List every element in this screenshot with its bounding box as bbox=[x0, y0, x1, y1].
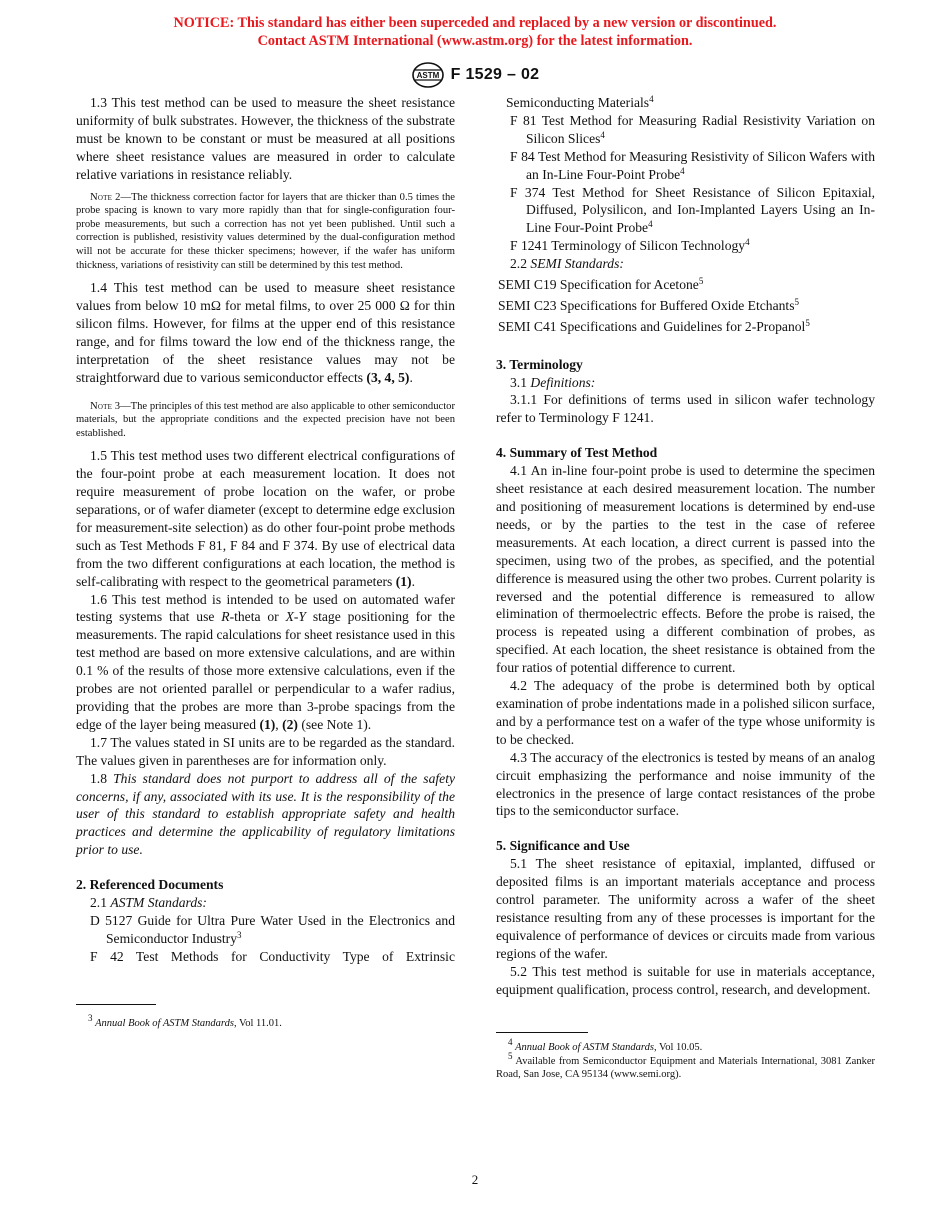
ref-d5127 bbox=[76, 912, 455, 948]
ref-f84-text: F 84 Test Method for Measuring Resistivity of Silicon Wafers with an In-Line Four-Point Probe bbox=[510, 148, 875, 182]
subsection-3-1-num: 3.1 bbox=[510, 374, 531, 390]
para-1-5-text: 1.5 This test method uses two different electrical configurations of the four-point probe at each measurement location. It does not require measurement of probe location on the wafer, or probe separations, or of wafer diameter (except to determine edge exclusion for measurement-site selection) as do other four-point probe methods such as Test Methods F 81, F 84 and F 374. By use of electrical data from the two different configurations at each location, the method is self-calibrating with respect to the geometrical parameters bbox=[76, 448, 455, 589]
page-number: 2 bbox=[471, 1172, 479, 1187]
ref-f1241 bbox=[496, 237, 875, 255]
note-3-label: Note bbox=[90, 400, 113, 412]
ref-f81-text: F 81 Test Method for Measuring Radial Resistivity Variation on Silicon Slices bbox=[510, 112, 875, 146]
document-designation: F 1529 – 02 bbox=[450, 66, 540, 83]
notice-line-1: NOTICE: This standard has either been superceded and replaced by a new version or discontinued. bbox=[173, 15, 777, 31]
footnote-3 bbox=[76, 1012, 455, 1030]
footnote-4-tail: , Vol 10.05. bbox=[653, 1042, 703, 1054]
ref-semi-c23-sup: 5 bbox=[794, 297, 799, 308]
footnote-rule-left bbox=[76, 1004, 156, 1005]
section-3-heading: 3. Terminology bbox=[496, 356, 583, 372]
footnote-4 bbox=[496, 1037, 875, 1054]
ref-semi-c41 bbox=[496, 317, 875, 336]
subsection-2-1-title: ASTM Standards: bbox=[110, 895, 207, 911]
para-1-4: 1.4 This test method can be used to measure sheet resistance values from below 10 mΩ for metal films, to over 25 000 Ω for thin silicon films. However, for films at the upper end of this resistance range, and for films toward the low end of the thickness range, the interpretation of the sheet resistance values may not be straightforward due to various semiconductor effects (3, 4, 5). bbox=[76, 280, 455, 385]
ref-f84-sup: 4 bbox=[680, 165, 685, 176]
section-5-heading: 5. Significance and Use bbox=[496, 838, 630, 854]
para-4-2: 4.2 The adequacy of the probe is determined both by optical examination of probe indentations made in a polished silicon surface, and by a performance test on a wafer of the type whose uniformity is to be checked. bbox=[496, 678, 875, 747]
section-2-heading: 2. Referenced Documents bbox=[76, 877, 224, 893]
note-2-label: Note bbox=[90, 191, 113, 203]
ref-semi-c19-text: SEMI C19 Specification for Acetone bbox=[498, 277, 699, 293]
footnote-5-sup: 5 bbox=[508, 1050, 513, 1061]
para-3-1-1: 3.1.1 For definitions of terms used in silicon wafer technology refer to Terminology F 1241. bbox=[496, 392, 875, 426]
subsection-2-1-num: 2.1 bbox=[90, 895, 111, 911]
para-4-1: 4.1 An in-line four-point probe is used to determine the specimen sheet resistance at each desired measurement location. The number and positioning of measurement locations is determined by end-use needs, or by the parties to the test in the case of referee measurements. At each location, a direct current is passed into the specimen, using two of the probes, as specified, and the potential difference is measured using the other two probes. Current polarity is reversed and the potential difference is remeasured to allow elimination of thermoelectric effects. Before the probe is raised, the process is repeated using a different combination of probes, as specified. At each location, the sheet resistance is obtained from the four ratios of potential difference to current. bbox=[496, 463, 875, 676]
footnote-3-sup: 3 bbox=[88, 1012, 93, 1023]
para-1-7: 1.7 The values stated in SI units are to be regarded as the standard. The values given in parentheses are for information only. bbox=[76, 734, 455, 768]
subsection-2-2-num: 2.2 bbox=[510, 256, 531, 272]
para-1-6-ref2: (2) bbox=[282, 716, 298, 732]
ref-f374-sup: 4 bbox=[648, 219, 653, 230]
ref-f42-cont bbox=[496, 94, 875, 112]
footnote-3-text: Annual Book of ASTM Standards bbox=[95, 1017, 234, 1029]
right-column bbox=[496, 94, 875, 1082]
para-1-6-r: R bbox=[221, 609, 230, 625]
ref-d5127-sup: 3 bbox=[237, 929, 242, 940]
footnote-4-text: Annual Book of ASTM Standards bbox=[515, 1042, 654, 1054]
para-1-4-text: 1.4 This test method can be used to measure sheet resistance values from below 10 mΩ for metal films, to over 25 000 Ω for thin silicon films. However, for films at the upper end of this resistance range, and for films toward the low end of the thickness range, the interpretation of the sheet resistance values may not be straightforward due to various semiconductor effects bbox=[76, 280, 455, 385]
para-1-6-a: 1.6 This test method is intended to be used on automated wafer testing systems that use bbox=[76, 591, 455, 625]
para-1-5: 1.5 This test method uses two different electrical configurations of the four-point probe at each measurement location. It does not require measurement of probe location on the wafer, or probe separations, or of wafer diameter (except to determine edge exclusion for measurement-site selection) as do other four-point probe methods such as Test Methods F 81, F 84 and F 374. By use of electrical data from the two different configurations at each location, the method is self-calibrating with respect to the geometrical parameters (1). bbox=[76, 448, 455, 589]
footnote-5 bbox=[496, 1050, 876, 1082]
note-3 bbox=[76, 400, 455, 441]
ref-f374-text: F 374 Test Method for Sheet Resistance of Silicon Epitaxial, Diffused, Polysilicon, and Ion-Implanted Layers Using an In-Line Four-Point Probe bbox=[510, 184, 875, 236]
footnote-3-tail: , Vol 11.01. bbox=[233, 1017, 282, 1029]
note-3-text: 3—The principles of this test method are also applicable to other semiconductor materials, but the appropriate conditions and the expected precision have not been established. bbox=[76, 400, 455, 439]
subsection-2-1 bbox=[76, 894, 455, 912]
notice-line-2: Contact ASTM International (www.astm.org) for the latest information. bbox=[257, 33, 693, 49]
ref-semi-c23 bbox=[496, 296, 875, 315]
subsection-3-1-title: Definitions: bbox=[530, 374, 596, 390]
ref-f1241-sup: 4 bbox=[745, 237, 750, 248]
ref-semi-c19 bbox=[496, 275, 875, 294]
para-1-8 bbox=[76, 770, 455, 860]
para-1-8-text: This standard does not purport to address all of the safety concerns, if any, associated with its use. It is the responsibility of the user of this standard to establish appropriate safety and health practices and determine the applicability of regulatory limitations prior to use. bbox=[76, 770, 456, 858]
ref-f42: F 42 Test Methods for Conductivity Type of Extrinsic bbox=[90, 948, 455, 964]
logo-text: ASTM bbox=[416, 71, 439, 80]
ref-semi-c23-text: SEMI C23 Specifications for Buffered Oxide Etchants bbox=[498, 298, 795, 314]
ref-f374 bbox=[496, 184, 875, 238]
subsection-3-1 bbox=[496, 374, 875, 392]
astm-logo-icon bbox=[411, 61, 445, 89]
para-1-6: 1.6 This test method is intended to be used on automated wafer testing systems that use R-theta or X-Y stage positioning for the measurements. The rapid calculations for sheet resistance used in this test method are based on more extensive calculations, and are within 0.1 % of the results of those more extensive calculations, even if the probes are not oriented parallel or perpendicular to a wafer radius, providing that the probes are more than 3-probe spacings from the edge of the layer being measured (1), (2) (see Note 1). bbox=[76, 591, 455, 732]
para-1-6-c: stage positioning for the measurements. The rapid calculations for sheet resistance used in this test method are based on more extensive calculations, and are within 0.1 % of the results of those more extensive calculations, even if the probes are not oriented parallel or perpendicular to a wafer radius, providing that the probes are more than 3-probe spacings from the edge of the layer being measured bbox=[76, 609, 455, 732]
ref-d5127-text: D 5127 Guide for Ultra Pure Water Used in the Electronics and Semiconductor Industry bbox=[90, 912, 455, 946]
note-2 bbox=[76, 191, 455, 273]
footnote-4-sup: 4 bbox=[508, 1037, 513, 1048]
para-1-6-d: (see Note 1). bbox=[297, 716, 372, 732]
footnote-rule-right bbox=[496, 1032, 588, 1033]
para-1-4-refs: (3, 4, 5) bbox=[366, 369, 410, 385]
para-1-8-num: 1.8 bbox=[90, 770, 114, 786]
ref-f42-cont-text: Semiconducting Materials bbox=[506, 95, 650, 110]
para-1-6-b: -theta or bbox=[229, 609, 286, 625]
subsection-2-2 bbox=[496, 255, 875, 273]
para-1-6-ref1: (1) bbox=[259, 716, 276, 732]
para-1-3: 1.3 This test method can be used to measure the sheet resistance uniformity of bulk substrates. However, the thickness of the substrate must be known to be constant or must be measured at all positions where sheet resistance values are measured in order to calculate relative variations in resistance reliably. bbox=[76, 95, 455, 182]
para-5-1: 5.1 The sheet resistance of epitaxial, implanted, diffused or deposited films is an important materials acceptance and process control parameter. The uniformity across a wafer of the sheet resistance resulting from any of these processes is important for the equivalence of performance of devices or circuits made from various regions of the wafer. bbox=[496, 856, 875, 961]
para-1-5-ref: (1) bbox=[395, 573, 412, 589]
ref-semi-c19-sup: 5 bbox=[698, 276, 704, 287]
ref-semi-c41-text: SEMI C41 Specifications and Guidelines for 2-Propanol bbox=[498, 319, 806, 335]
section-4-heading: 4. Summary of Test Method bbox=[496, 445, 658, 461]
left-column bbox=[76, 94, 455, 1030]
subsection-2-2-title: SEMI Standards: bbox=[530, 256, 624, 272]
notice-banner bbox=[0, 14, 950, 50]
ref-f42-cont-sup: 4 bbox=[649, 94, 654, 104]
note-2-text: 2—The thickness correction factor for layers that are thicker than 0.5 times the probe spacing is known to vary more rapidly than that for single-configuration four-probe measurements, but such a correction has not yet been published. Until such a correction is published, resistivity values determined by the dual-configuration method will not be accurate for these thicker specimens; however, if the wafer has uniform thickness, variations of resistivity can still be determined by this test method. bbox=[76, 191, 455, 271]
ref-f81 bbox=[496, 112, 875, 148]
ref-semi-c41-sup: 5 bbox=[805, 318, 810, 329]
footnote-5-text: Available from Semiconductor Equipment and Materials International, 3081 Zanker Road, San Jose, CA 95134 (www.semi.org). bbox=[496, 1055, 876, 1081]
document-header bbox=[0, 60, 950, 90]
ref-f1241-text: F 1241 Terminology of Silicon Technology bbox=[510, 238, 746, 254]
para-1-6-xy: X-Y bbox=[285, 609, 306, 625]
para-4-3: 4.3 The accuracy of the electronics is tested by means of an analog circuit emphasizing the performance and noise immunity of the electronics in the presence of large contact resistances of the probe tips to the semiconductor surface. bbox=[496, 749, 875, 819]
para-5-2: 5.2 This test method is suitable for use in materials acceptance, equipment qualification, process control, research, and development. bbox=[496, 963, 875, 997]
ref-f84 bbox=[496, 148, 875, 184]
ref-f81-sup: 4 bbox=[600, 129, 605, 140]
